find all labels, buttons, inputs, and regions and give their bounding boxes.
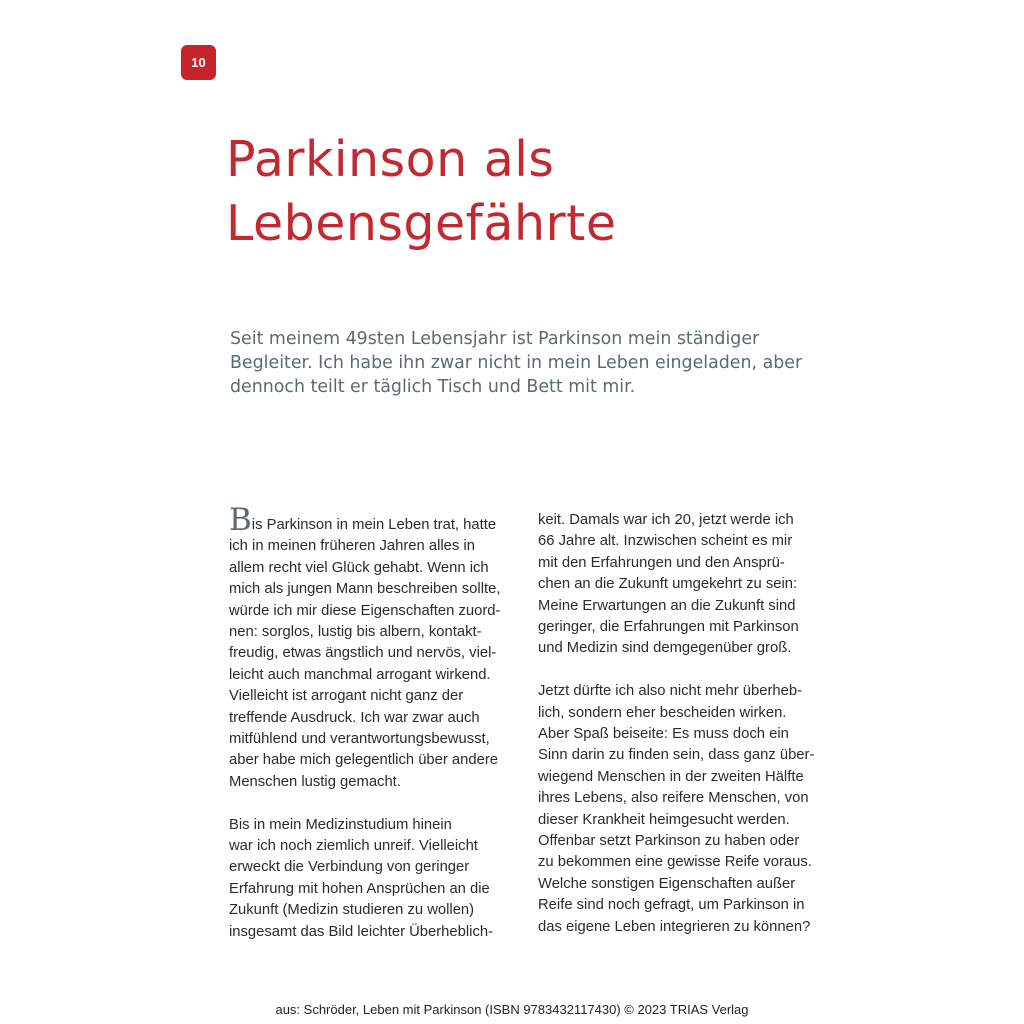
- chapter-title-line: Lebensgefährte: [226, 195, 617, 252]
- body-paragraph: [538, 681, 833, 938]
- intro-line: Seit meinem 49sten Lebensjahr ist Parkinson mein ständiger: [230, 329, 760, 349]
- chapter-title-line: Parkinson als: [226, 131, 555, 188]
- body-line: 66 Jahre alt. Inzwischen scheint es mir: [538, 533, 793, 550]
- body-line: Aber Spaß beiseite: Es muss doch ein: [538, 726, 789, 743]
- body-line: treffende Ausdruck. Ich war zwar auch: [229, 709, 480, 726]
- body-line-first: [229, 502, 519, 538]
- body-line: Menschen lustig gemacht.: [229, 773, 401, 790]
- body-line: nen: sorglos, lustig bis albern, kontakt-: [229, 624, 482, 641]
- body-line: lich, sondern eher bescheiden wirken.: [538, 704, 787, 721]
- body-paragraph: [229, 815, 519, 943]
- body-line: Meine Erwartungen an die Zukunft sind: [538, 597, 796, 614]
- body-line: ihres Lebens, also reifere Menschen, von: [538, 790, 809, 807]
- body-line: geringer, die Erfahrungen mit Parkinson: [538, 619, 799, 636]
- intro-line: dennoch teilt er täglich Tisch und Bett mit mir.: [230, 377, 636, 397]
- text-column-right: [538, 510, 833, 960]
- drop-cap: B: [229, 502, 252, 538]
- body-line: ich in meinen früheren Jahren alles in: [229, 538, 475, 555]
- intro-line: Begleiter. Ich habe ihn zwar nicht in mein Leben eingeladen, aber: [230, 353, 803, 373]
- body-line: Vielleicht ist arrogant nicht ganz der: [229, 688, 464, 705]
- chapter-title: [226, 128, 617, 256]
- source-footer: aus: Schröder, Leben mit Parkinson (ISBN 9783432117430) © 2023 TRIAS Verlag: [275, 1002, 749, 1017]
- body-line: freudig, etwas ängstlich und nervös, viel-: [229, 645, 497, 662]
- text-column-left: [229, 502, 519, 965]
- body-line: dieser Krankheit heimgesucht werden.: [538, 811, 790, 828]
- body-line: Sinn darin zu finden sein, dass ganz über-: [538, 747, 815, 764]
- body-line: das eigene Leben integrieren zu können?: [538, 918, 811, 935]
- body-line: und Medizin sind demgegenüber groß.: [538, 640, 792, 657]
- body-line: mit den Erfahrungen und den Ansprü-: [538, 554, 785, 571]
- body-line: insgesamt das Bild leichter Überheblich-: [229, 923, 494, 940]
- body-line: wiegend Menschen in der zweiten Hälfte: [538, 768, 804, 785]
- body-line: Jetzt dürfte ich also nicht mehr überheb-: [538, 683, 803, 700]
- body-line: leicht auch manchmal arrogant wirkend.: [229, 666, 491, 683]
- body-line: Offenbar setzt Parkinson zu haben oder: [538, 833, 800, 850]
- page-number-badge: 10: [181, 45, 216, 80]
- body-line: Zukunft (Medizin studieren zu wollen): [229, 902, 475, 919]
- body-line: Bis in mein Medizinstudium hinein: [229, 816, 452, 833]
- body-paragraph: [229, 502, 519, 793]
- body-line: Erfahrung mit hohen Ansprüchen an die: [229, 880, 490, 897]
- body-line: aber habe mich gelegentlich über andere: [229, 752, 498, 769]
- body-line: war ich noch ziemlich unreif. Vielleicht: [229, 838, 478, 855]
- body-line: keit. Damals war ich 20, jetzt werde ich: [538, 512, 794, 528]
- intro-paragraph: [230, 327, 830, 399]
- body-line: mitfühlend und verantwortungsbewusst,: [229, 731, 490, 748]
- body-line: Reife sind noch gefragt, um Parkinson in: [538, 897, 805, 914]
- body-line: zu bekommen eine gewisse Reife voraus.: [538, 854, 812, 871]
- body-paragraph: [538, 510, 833, 660]
- body-line: chen an die Zukunft umgekehrt zu sein:: [538, 576, 798, 593]
- body-line: allem recht viel Glück gehabt. Wenn ich: [229, 559, 489, 576]
- body-line: würde ich mir diese Eigenschaften zuord-: [229, 602, 501, 619]
- body-line: Welche sonstigen Eigenschaften außer: [538, 875, 796, 892]
- body-line: erweckt die Verbindung von geringer: [229, 859, 470, 876]
- body-line-text: is Parkinson in mein Leben trat, hatte: [251, 517, 497, 533]
- body-line: mich als jungen Mann beschreiben sollte,: [229, 581, 501, 598]
